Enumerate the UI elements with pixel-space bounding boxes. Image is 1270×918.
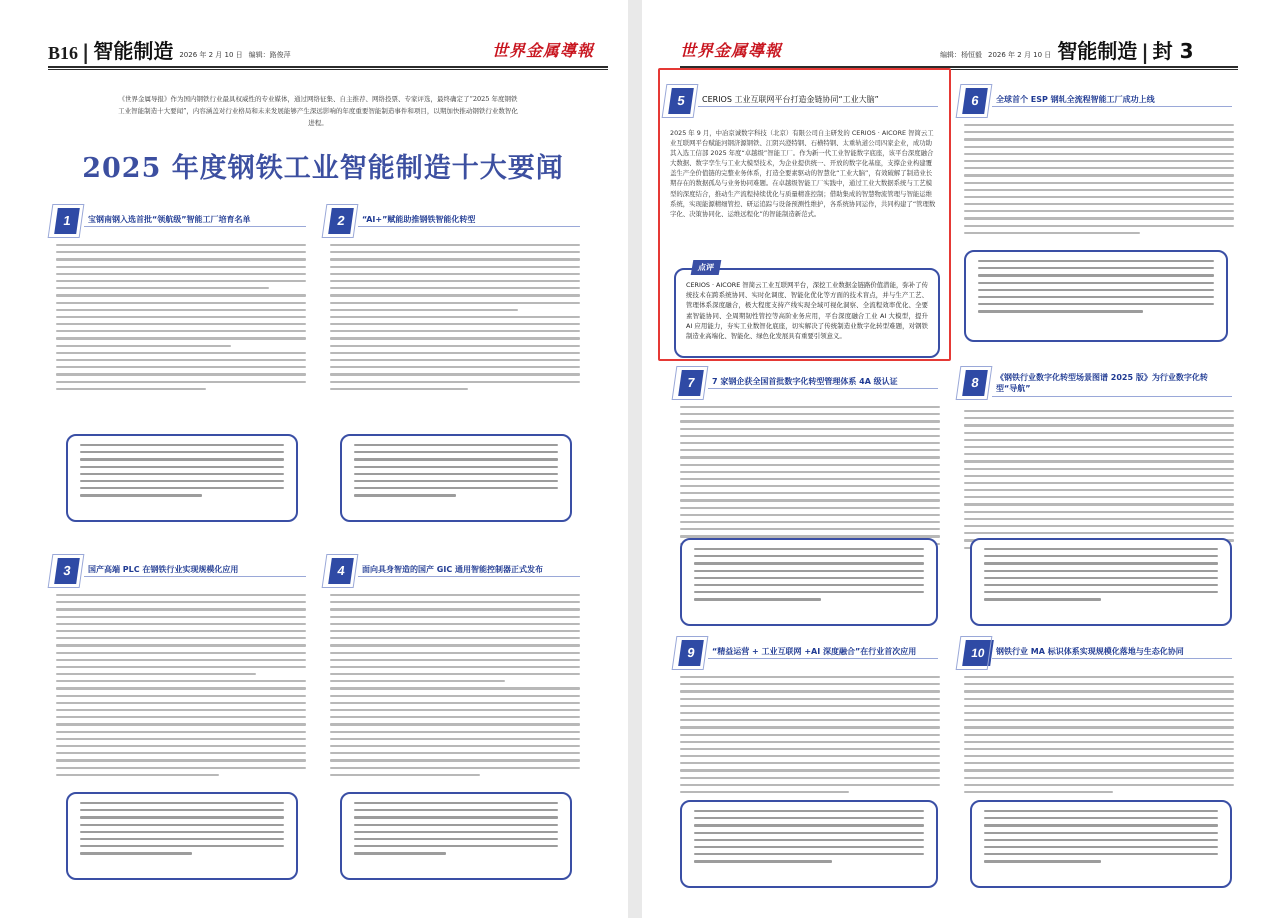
- article-body: [964, 676, 1234, 798]
- left-page-header: B16 | 智能制造 2026 年 2 月 10 日 编辑：路俊萍: [48, 34, 291, 64]
- title-underline: [992, 658, 1232, 659]
- article-number: 3: [54, 558, 80, 584]
- editor-credit: 编辑：路俊萍: [248, 51, 291, 59]
- article-3-comment: [66, 792, 298, 880]
- comment-text: CERIOS · AICORE 智简云工业互联网平台，深挖工业数据金链路价值潜能，弥补了传统技术在跨系统协同、实时化调度、智能化优化等方面的技术盲点，并与生产工艺、管理体系深度融合，极大程度支持产线实现全域可视化洞察、全流程效率优化、全要素智能协同、全周期韧性管控等高阶业务应用，平台深度融合工业 AI 大模型，提升 AI 应用能力，夯实工业数智化底座，切实解决了传统制造业数字化转型难题，对钢铁制造业高端化、智能化、绿色化发展具有重要引领意义。: [686, 281, 928, 341]
- article-title: 宝钢南钢入选首批“领航级”智能工厂培育名单: [88, 215, 251, 224]
- newspaper-logo: 世界金属導報: [492, 41, 595, 60]
- article-10-comment: [970, 800, 1232, 888]
- article-title: 《钢铁行业数字化转型场景图谱 2025 版》为行业数字化转型“导航”: [996, 373, 1208, 393]
- page-gutter: [628, 0, 642, 918]
- title-underline: [992, 106, 1232, 107]
- page-number: B16: [48, 43, 79, 63]
- article-title: 钢铁行业 MA 标识体系实现规模化落地与生态化协同: [996, 647, 1184, 656]
- article-number: 4: [328, 558, 354, 584]
- intro-paragraph: 《世界金属导报》作为国内钢铁行业最具权威性的专业媒体，通过网络征集、自主推荐、网络投票、专家评选，最终确定了“2025 年度钢铁工业智能制造十大要闻”，内容涵盖对行业格局和未来发展能够产生深远影响的年度重要智能制造事件和项目，以期加快推动钢铁行业数智化进程。: [118, 95, 518, 127]
- title-underline: [358, 576, 580, 577]
- article-body: [330, 594, 580, 781]
- article-body: [56, 594, 306, 781]
- main-headline: 2025 年度钢铁工业智能制造十大要闻: [82, 153, 564, 184]
- title-underline: [708, 658, 938, 659]
- editor-credit: 编辑：杨恒毅: [940, 51, 982, 59]
- article-body: [680, 406, 940, 557]
- article-6-comment: [964, 250, 1228, 342]
- article-number: 8: [962, 370, 988, 396]
- article-number: 2: [328, 208, 354, 234]
- article-body: [964, 410, 1234, 554]
- article-body: [330, 244, 580, 395]
- newspaper-logo: 世界金属導報: [680, 41, 783, 60]
- left-page: [0, 0, 628, 918]
- article-9-comment: [680, 800, 938, 888]
- article-title: 国产高端 PLC 在钢铁行业实现规模化应用: [88, 565, 239, 574]
- article-body: 2025 年 9 月，中冶京诚数字科技（北京）有限公司自主研发的 CERIOS · AICORE 智简云工业互联网平台赋能河钢济源钢铁、江阴兴澄特钢、石横特钢、太重轨道公司四家企业，成功助其入选工信部 2025 年度“卓越级”智能工厂。作为新一代工业智能数字底座，该平台深度融合大数据、数字孪生与工业大模型技术，为企业提供统一、开放的数字化基座，支撑企业构建覆盖生产全价值链的完整业务体系，打造全要素驱动的智慧化“工业大脑”，有效破解了制造业长期存在的数据孤岛与业务协同难题。在卓越级智能工厂实践中，通过工业大数据系统与工艺模型的深度结合，推动生产流程持续优化与质量精准控制；借助集成的智慧物流管理与智能运维系统，实现能源精细管控、研运追踪与设备预测性维护，各系统协同运作，共同构建了“管理数字化、决策协同化、运维远程化”的智能制造新范式。: [670, 129, 936, 218]
- comment-label: 点评: [691, 260, 722, 275]
- article-body: [56, 244, 306, 395]
- section-title: 智能制造: [93, 39, 174, 63]
- article-1-comment: [66, 434, 298, 522]
- article-title: “AI+”赋能助推钢铁智能化转型: [362, 215, 476, 224]
- title-underline: [84, 226, 306, 227]
- title-underline: [992, 396, 1232, 397]
- article-number: 6: [962, 88, 988, 114]
- article-number: 9: [678, 640, 704, 666]
- highlight-box: [658, 68, 951, 361]
- article-number: 1: [54, 208, 80, 234]
- article-title: “精益运营 + 工业互联网 +AI 深度融合”在行业首次应用: [712, 647, 917, 656]
- title-underline: [358, 226, 580, 227]
- article-2-comment: [340, 434, 572, 522]
- article-number: 10: [962, 640, 994, 666]
- issue-date: 2026 年 2 月 10 日: [988, 51, 1052, 59]
- title-underline: [708, 388, 938, 389]
- article-8-comment: [970, 538, 1232, 626]
- header-rule: [48, 66, 608, 68]
- article-number: 7: [678, 370, 704, 396]
- section-title: 智能制造: [1057, 39, 1138, 63]
- right-page-header: 编辑：杨恒毅 2026 年 2 月 10 日 智能制造 | 封 3: [934, 34, 1194, 64]
- article-title: CERIOS 工业互联网平台打造金链协同“工业大脑”: [702, 95, 879, 104]
- article-title: 全球首个 ESP 钢轧全流程智能工厂成功上线: [996, 95, 1155, 104]
- issue-date: 2026 年 2 月 10 日: [179, 51, 243, 59]
- article-body: [964, 124, 1234, 239]
- article-title: 7 家钢企获全国首批数字化转型管理体系 4A 级认证: [712, 377, 898, 386]
- title-underline: [84, 576, 306, 577]
- article-number: 5: [668, 88, 694, 114]
- article-4-comment: [340, 792, 572, 880]
- header-rule-thin: [48, 69, 608, 70]
- article-7-comment: [680, 538, 938, 626]
- page-number: 封 3: [1152, 39, 1194, 63]
- article-body: [680, 676, 940, 798]
- article-title: 面向具身智造的国产 GIC 通用智能控制器正式发布: [362, 565, 543, 574]
